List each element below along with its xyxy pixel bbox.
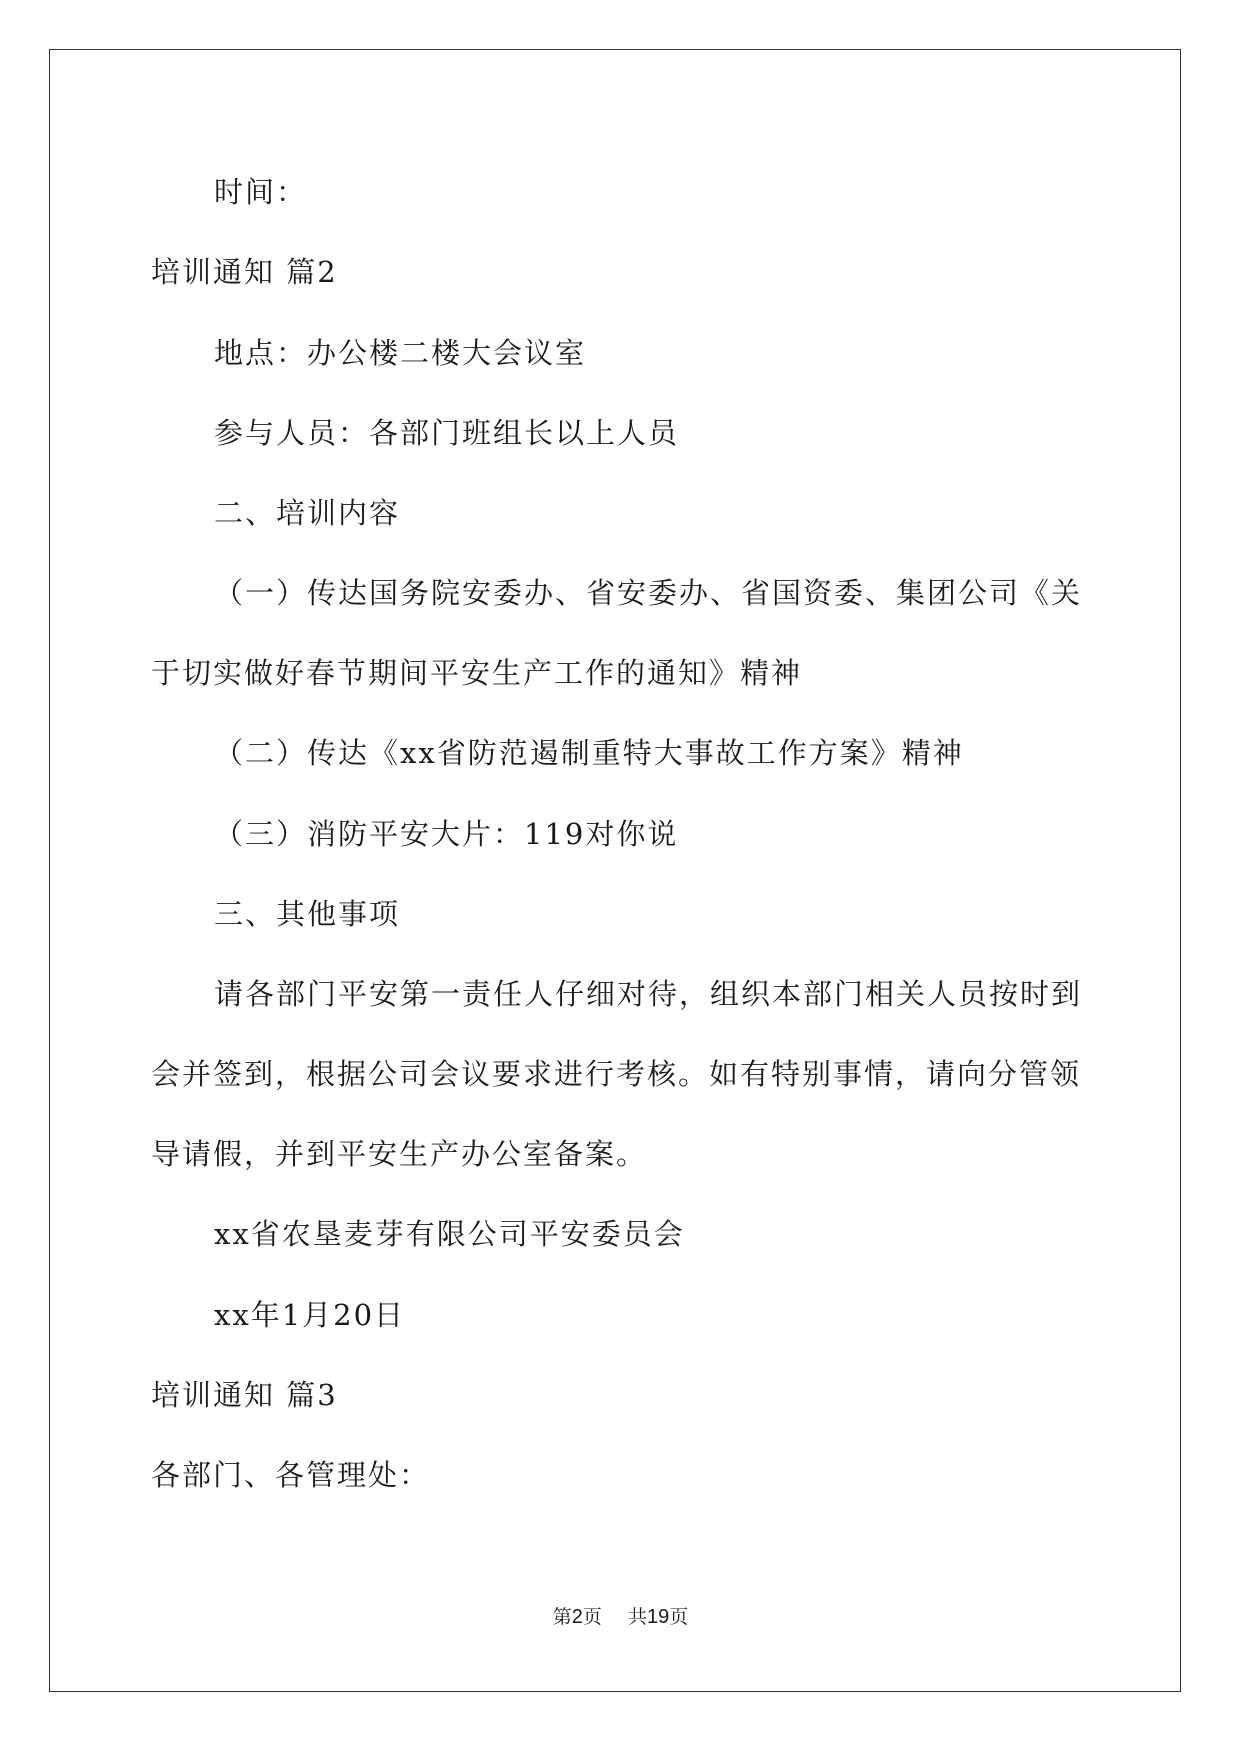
page-footer [0,1605,1241,1629]
section-heading-3: 培训通知 篇3 [151,1378,338,1412]
issue-date: xx年1月20日 [214,1298,406,1332]
other-matters-heading: 三、其他事项 [214,897,401,931]
training-content-heading: 二、培训内容 [214,496,401,530]
page-number: 2 [571,1606,583,1628]
content-item-1-line-2: 于切实做好春节期间平安生产工作的通知》精神 [151,656,803,690]
time-label: 时间： [214,175,308,209]
total-prefix: 共 [627,1606,647,1628]
other-matters-para-line-1: 请各部门平安第一责任人仔细对待，组织本部门相关人员按时到 [214,977,1083,1011]
page-suffix: 页 [582,1606,602,1628]
issuer-signature: xx省农垦麦芽有限公司平安委员会 [214,1217,685,1251]
content-item-3: （三）消防平安大片：119对你说 [214,817,679,851]
other-matters-para-line-3: 导请假，并到平安生产办公室备案。 [151,1137,648,1171]
page-prefix: 第 [552,1606,572,1628]
total-pages: 19 [646,1606,670,1628]
content-item-1-line-1: （一）传达国务院安委办、省安委办、省国资委、集团公司《关 [214,576,1083,610]
participants-line: 参与人员：各部门班组长以上人员 [214,416,680,450]
total-suffix: 页 [669,1606,689,1628]
location-line: 地点：办公楼二楼大会议室 [214,336,587,370]
content-item-2: （二）传达《xx省防范遏制重特大事故工作方案》精神 [214,736,964,770]
page-border [49,49,1181,1692]
other-matters-para-line-2: 会并签到，根据公司会议要求进行考核。如有特别事情，请向分管领 [151,1057,1082,1091]
section-heading-2: 培训通知 篇2 [151,255,338,289]
salutation-line: 各部门、各管理处： [151,1458,431,1492]
